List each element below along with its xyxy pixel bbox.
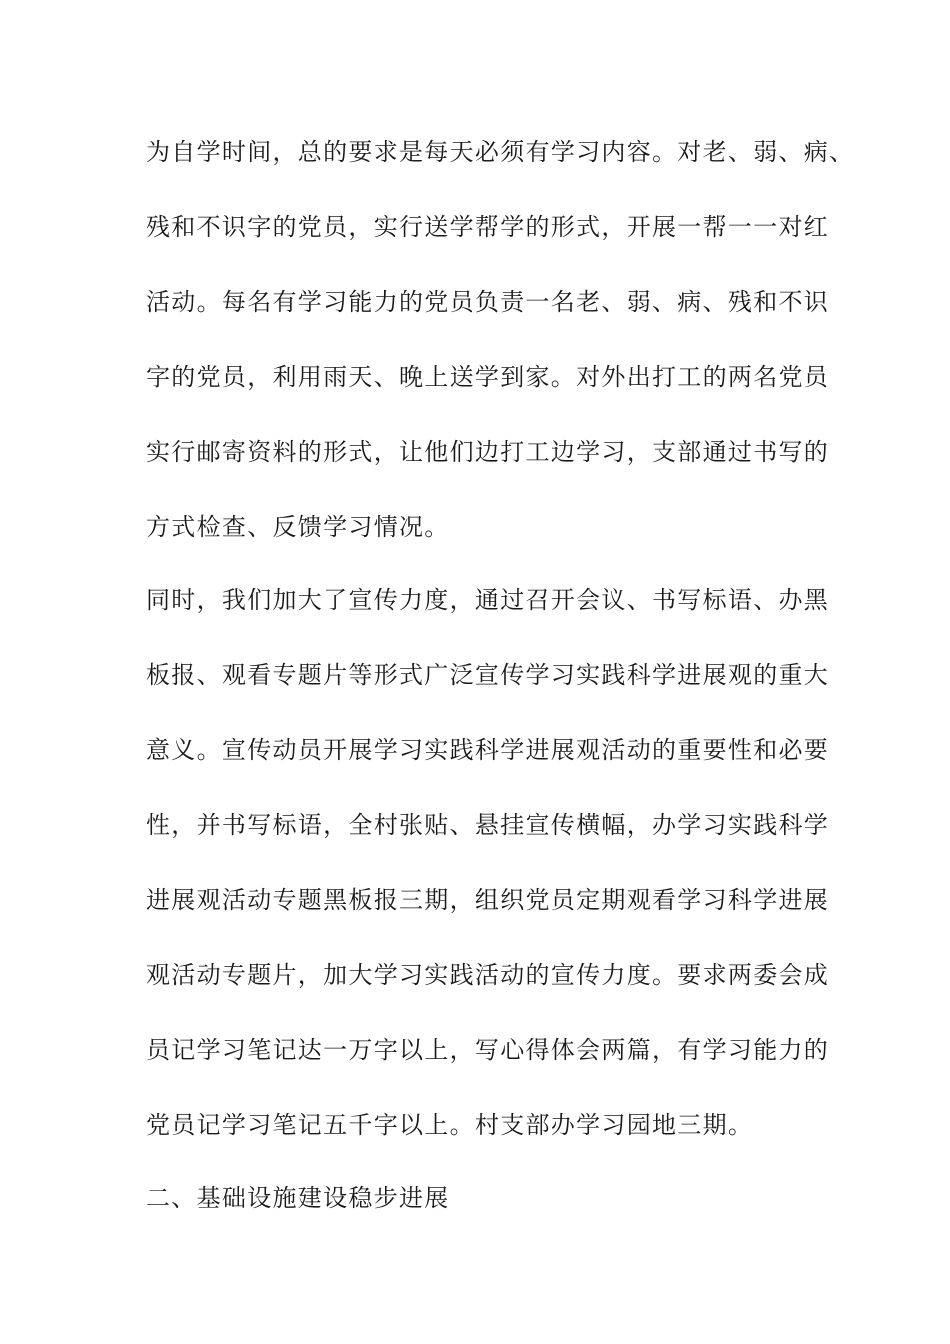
text-line: 意义。宣传动员开展学习实践科学进展观活动的重要性和必要: [146, 736, 830, 764]
text-line: 性，并书写标语，全村张贴、悬挂宣传横幅，办学习实践科学: [146, 811, 830, 839]
text-line: 观活动专题片，加大学习实践活动的宣传力度。要求两委会成: [146, 961, 830, 989]
text-line: 进展观活动专题黑板报三期，组织党员定期观看学习科学进展: [146, 886, 830, 914]
text-line: 员记学习笔记达一万字以上，写心得体会两篇，有学习能力的: [146, 1036, 830, 1064]
text-line: 活动。每名有学习能力的党员负责一名老、弱、病、残和不识: [146, 288, 830, 316]
text-line: 同时，我们加大了宣传力度，通过召开会议、书写标语、办黑: [146, 586, 830, 614]
text-line: 为自学时间，总的要求是每天必须有学习内容。对老、弱、病、: [146, 138, 855, 166]
text-line: 实行邮寄资料的形式，让他们边打工边学习，支部通过书写的: [146, 438, 830, 466]
text-line: 方式检查、反馈学习情况。: [146, 513, 450, 541]
text-line: 板报、观看专题片等形式广泛宣传学习实践科学进展观的重大: [146, 661, 830, 689]
text-line: 字的党员，利用雨天、晚上送学到家。对外出打工的两名党员: [146, 363, 830, 391]
section-heading: 二、基础设施建设稳步进展: [146, 1184, 450, 1212]
text-line: 残和不识字的党员，实行送学帮学的形式，开展一帮一一对红: [146, 213, 830, 241]
text-line: 党员记学习笔记五千字以上。村支部办学习园地三期。: [146, 1111, 754, 1139]
